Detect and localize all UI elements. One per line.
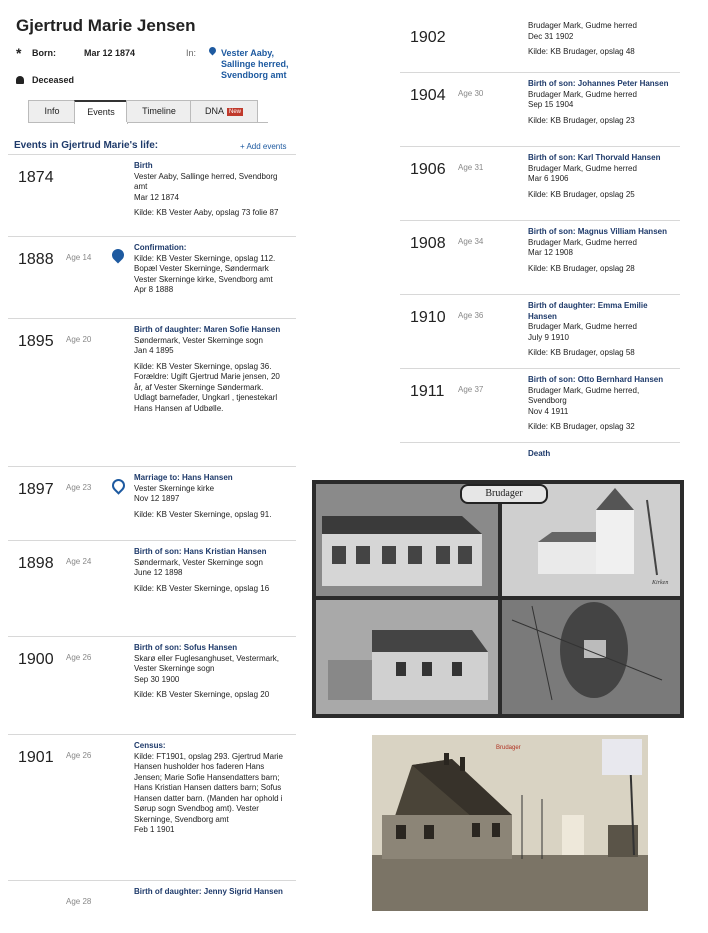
tab-dna[interactable]	[190, 100, 258, 122]
event-date: Sep 30 1900	[134, 674, 180, 684]
event-description	[134, 741, 286, 836]
event-description	[528, 21, 676, 58]
deceased-label: Deceased	[32, 75, 75, 85]
event-source: Kilde: KB Brudager, opslag 25	[528, 189, 635, 199]
event-description	[134, 547, 286, 594]
tab-events-label: Events	[87, 107, 115, 117]
event-age: Age 30	[458, 89, 484, 98]
event-date: Nov 4 1911	[528, 406, 569, 416]
event-age: Age 28	[66, 897, 92, 906]
event-date: June 12 1898	[134, 568, 183, 577]
event-event[interactable]: Birth of daughter: Jenny Sigrid Hansen	[134, 887, 283, 896]
event-text: Skarø eller Fuglesanghuset, Vestermark, Vester Skerninge sogn	[134, 653, 279, 673]
event-date: Sep 15 1904	[528, 100, 574, 109]
event-text: Kilde: FT1901, opslag 293. Gjertrud Marie Hansen husholder hos faderen Hans Jensen; Marie Sofie Hansendatters barn; Hans Kristian Hansen datters barn; Sofus Hansen datter barn. (Manden har ophold i Sørup sogn Svendbog amt). Vester Skerninge, Svendborg amt	[134, 751, 283, 824]
event-age: Age 20	[66, 335, 92, 344]
deceased-status	[16, 75, 74, 85]
event-pin-icon[interactable]	[109, 476, 127, 494]
event-date: Mar 12 1874	[134, 192, 179, 202]
event-pin-icon[interactable]	[110, 247, 127, 264]
event-event[interactable]: Birth of son: Otto Bernhard Hansen	[528, 375, 664, 384]
event-source: Kilde: KB Brudager, opslag 48	[528, 47, 635, 56]
event-description	[134, 643, 286, 701]
event-year: 1901	[18, 749, 54, 766]
event-source: Kilde: KB Brudager, opslag 28	[528, 263, 635, 273]
new-badge: New	[229, 109, 242, 115]
event-event[interactable]: Marriage to: Hans Hansen	[134, 473, 233, 482]
tab-info-label: Info	[44, 106, 60, 116]
event-source: Kilde: KB Vester Skerninge, opslag 16	[134, 583, 270, 593]
map-pin-icon	[208, 46, 218, 56]
event-year: 1904	[410, 87, 446, 104]
page-title: Gjertrud Marie Jensen	[16, 16, 196, 35]
profile-tabs	[28, 100, 268, 123]
event-event[interactable]: Birth of son: Hans Kristian Hansen	[134, 547, 267, 556]
event-date: Dec 31 1902	[528, 31, 574, 41]
event-text: Brudager Mark, Gudme herred	[528, 89, 637, 99]
tab-info[interactable]	[28, 100, 76, 122]
event-row	[8, 636, 296, 735]
event-description	[134, 243, 286, 296]
event-row	[400, 294, 680, 369]
caption-kirken: Kirken	[652, 580, 669, 586]
event-text: Brudager Mark, Gudme herred	[528, 322, 637, 331]
event-text: Søndermark, Vester Skerninge sogn	[134, 557, 263, 567]
tab-timeline[interactable]	[126, 100, 192, 122]
event-description	[528, 449, 676, 460]
event-year: 1900	[18, 651, 54, 668]
event-event[interactable]: Census:	[134, 741, 166, 750]
event-event[interactable]: Birth of daughter: Maren Sofie Hansen	[134, 325, 281, 334]
event-age: Age 26	[66, 653, 92, 662]
brudager-postcard-collage	[312, 480, 684, 718]
event-description	[528, 227, 676, 274]
born-label: Born:	[32, 48, 56, 58]
event-description	[134, 325, 286, 414]
event-row	[400, 72, 680, 147]
event-age: Age 31	[458, 163, 484, 172]
event-description	[528, 375, 676, 433]
event-date: July 9 1910	[528, 332, 569, 342]
event-date: Mar 12 1908	[528, 248, 573, 257]
event-year: 1888	[18, 251, 54, 268]
event-year: 1898	[18, 555, 54, 572]
event-year: 1911	[410, 383, 445, 400]
event-year: 1906	[410, 161, 446, 178]
event-date: Nov 12 1897	[134, 494, 180, 503]
in-label: In:	[186, 48, 197, 58]
event-age: Age 14	[66, 253, 92, 262]
event-source: Kilde: KB Brudager, opslag 32	[528, 422, 635, 431]
event-age: Age 26	[66, 751, 92, 760]
event-row	[8, 318, 296, 467]
event-year: 1897	[18, 481, 54, 498]
event-age: Age 36	[458, 311, 484, 320]
event-description	[134, 887, 286, 898]
star-icon: *	[16, 45, 22, 61]
tab-timeline-label: Timeline	[142, 106, 176, 116]
event-text: Vester Skerninge kirke	[134, 483, 215, 493]
profile-panel	[8, 0, 296, 916]
event-source: Kilde: KB Vester Skerninge, opslag 20	[134, 690, 270, 699]
event-year: 1874	[18, 169, 54, 186]
event-year: 1895	[18, 333, 54, 350]
event-event[interactable]: Confirmation:	[134, 243, 187, 252]
event-event[interactable]: Birth of daughter: Emma Emilie Hansen	[528, 301, 648, 321]
event-row	[400, 146, 680, 221]
event-description	[134, 161, 286, 219]
event-description	[134, 473, 286, 520]
event-row	[400, 442, 680, 478]
event-text: Brudager Mark, Gudme herred	[528, 163, 637, 173]
tab-dna-label: DNA	[204, 106, 224, 116]
event-row	[400, 368, 680, 443]
event-date: Apr 8 1888	[134, 285, 174, 294]
event-row	[400, 16, 680, 73]
profile-panel-continued	[400, 16, 680, 478]
event-text: Vester Aaby, Sallinge herred, Svendborg amt	[134, 171, 278, 191]
event-source: Kilde: KB Vester Skerninge, opslag 91.	[134, 509, 272, 519]
event-event[interactable]: Birth of son: Johannes Peter Hansen	[528, 79, 669, 88]
event-age: Age 23	[66, 483, 92, 492]
street-image	[372, 735, 648, 911]
events-header: Events in Gjertrud Marie's life:	[14, 140, 159, 151]
event-text: Kilde: KB Vester Skerninge, opslag 112. Bopæl Vester Skerninge, Søndermark Vester Skerninge kirke, Svendborg amt	[134, 253, 276, 284]
event-date: Jan 4 1895	[134, 346, 174, 355]
event-row	[8, 236, 296, 319]
event-row	[8, 540, 296, 637]
born-date: Mar 12 1874	[84, 48, 136, 58]
event-year: 1910	[410, 309, 446, 326]
event-event[interactable]: Death	[528, 449, 551, 458]
brudager-sign: Brudager	[460, 484, 548, 504]
tab-events[interactable]	[74, 100, 128, 124]
event-row	[8, 734, 296, 881]
event-event[interactable]: Birth	[134, 161, 153, 170]
event-row	[8, 154, 296, 237]
event-row	[400, 220, 680, 295]
event-text: Brudager Mark, Gudme herred, Svendborg	[528, 385, 640, 405]
brudager-street-photo	[372, 735, 648, 911]
event-row	[8, 880, 296, 916]
event-source: Kilde: KB Vester Skerninge, opslag 36. Forældre: Ugift Gjertrud Marie jensen, 20 år, af Vester Skerninge Søndermark. Udlagt barnefader, Ungkarl , tjenestekarl Hans Hansen af Udbølle.	[134, 361, 280, 413]
postcard-image	[312, 480, 684, 718]
event-source: Kilde: KB Brudager, opslag 58	[528, 348, 635, 357]
add-events-link[interactable]: + Add events	[240, 142, 287, 151]
event-year: 1908	[410, 235, 446, 252]
event-description	[528, 301, 676, 359]
event-event[interactable]: Birth of son: Magnus Villiam Hansen	[528, 227, 667, 236]
event-age: Age 24	[66, 557, 92, 566]
person-icon	[16, 76, 24, 84]
event-age: Age 37	[458, 385, 484, 394]
event-date: Mar 6 1906	[528, 174, 569, 183]
event-description	[528, 79, 676, 126]
event-date: Feb 1 1901	[134, 825, 175, 834]
event-row	[8, 466, 296, 541]
event-source: Kilde: KB Vester Aaby, opslag 73 folie 87	[134, 208, 279, 217]
event-text: Søndermark, Vester Skerninge sogn	[134, 335, 263, 345]
event-age: Age 34	[458, 237, 484, 246]
born-place-link[interactable]: Vester Aaby, Sallinge herred, Svendborg amt	[221, 48, 289, 80]
event-year: 1902	[410, 29, 446, 46]
event-text: Brudager Mark, Gudme herred	[528, 237, 637, 247]
event-event[interactable]: Birth of son: Sofus Hansen	[134, 643, 238, 652]
event-source: Kilde: KB Brudager, opslag 23	[528, 115, 635, 125]
event-text: Brudager Mark, Gudme herred	[528, 21, 637, 30]
event-description	[528, 153, 676, 200]
brudager-label: Brudager	[496, 745, 521, 751]
event-event[interactable]: Birth of son: Karl Thorvald Hansen	[528, 153, 661, 162]
